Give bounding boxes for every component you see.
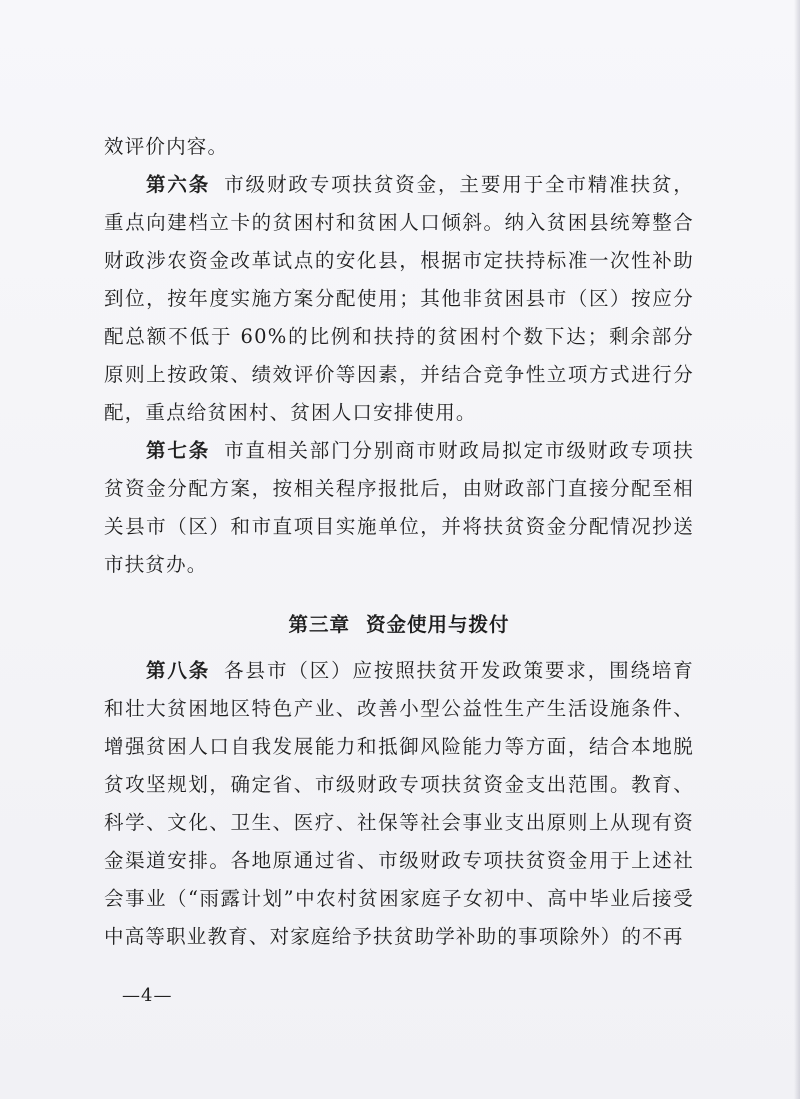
article-6-paragraph — [104, 166, 694, 432]
document-body — [104, 128, 694, 956]
chapter-3-heading — [104, 606, 694, 644]
article-8-text: 各县市（区）应按照扶贫开发政策要求，围绕培育和壮大贫困地区特色产业、改善小型公益性生产生活设施条件、增强贫困人口自我发展能力和抵御风险能力等方面，结合本地脱贫攻坚规划，确定省、市级财政专项扶贫资金支出范围。教育、科学、文化、卫生、医疗、社保等社会事业支出原则上从现有资金渠道安排。各地原通过省、市级财政专项扶贫资金用于上述社会事业（“雨露计划”中农村贫困家庭子女初中、高中毕业后接受中高等职业教育、对家庭给予扶贫助学补助的事项除外）的不再 — [104, 659, 694, 948]
carryover-paragraph: 效评价内容。 — [104, 135, 229, 158]
article-8-label: 第八条 — [146, 659, 211, 682]
chapter-3-title: 资金使用与拨付 — [366, 613, 510, 636]
article-7-paragraph — [104, 432, 694, 584]
page-number: —4— — [122, 985, 173, 1006]
paper-edge-shadow — [794, 0, 800, 1099]
article-6-label: 第六条 — [146, 173, 211, 196]
article-6-text: 市级财政专项扶贫资金，主要用于全市精准扶贫，重点向建档立卡的贫困村和贫困人口倾斜。纳入贫困县统筹整合财政涉农资金改革试点的安化县，根据市定扶持标准一次性补助到位，按年度实施方案分配使用；其他非贫困县市（区）按应分配总额不低于 60%的比例和扶持的贫困村个数下达；剩余部分原则上按政策、绩效评价等因素，并结合竞争性立项方式进行分配，重点给贫困村、贫困人口安排使用。 — [104, 173, 694, 424]
article-8-paragraph — [104, 652, 694, 956]
chapter-3-number: 第三章 — [288, 613, 350, 636]
article-7-label: 第七条 — [146, 439, 211, 462]
article-7-text: 市直相关部门分别商市财政局拟定市级财政专项扶贫资金分配方案，按相关程序报批后，由财政部门直接分配至相关县市（区）和市直项目实施单位，并将扶贫资金分配情况抄送市扶贫办。 — [104, 439, 694, 576]
